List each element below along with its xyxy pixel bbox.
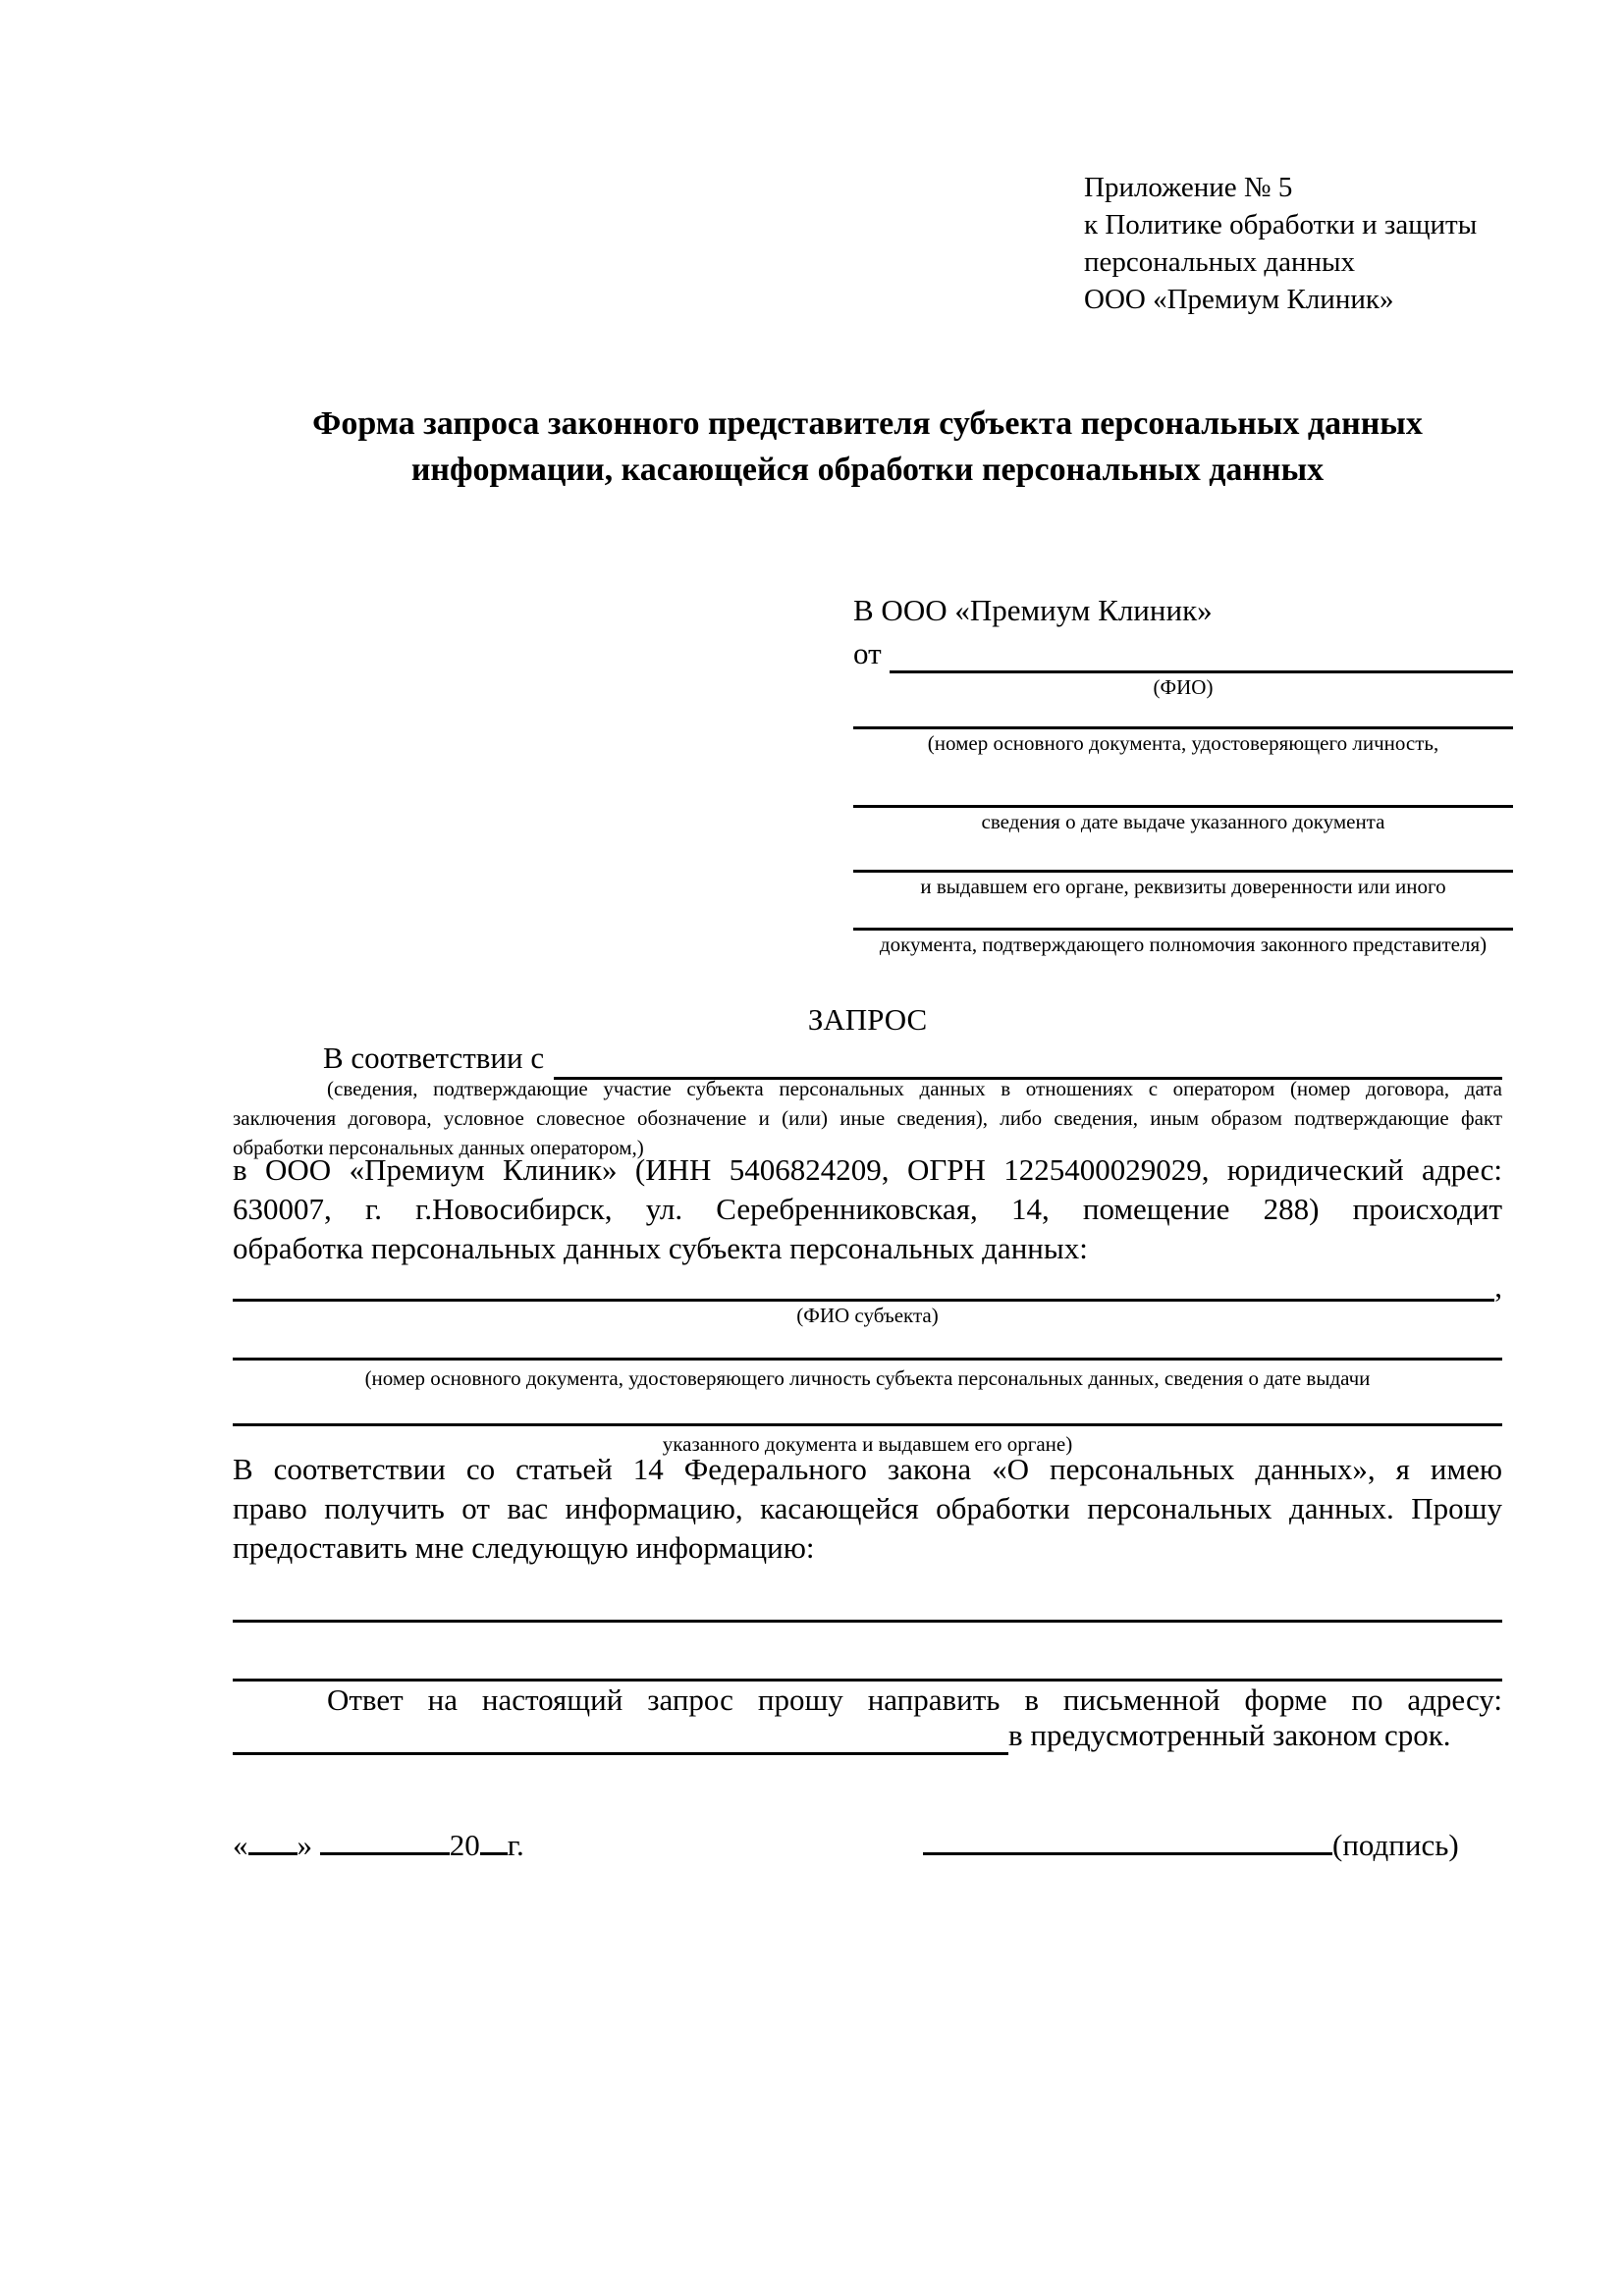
operator-paragraph-line: в ООО «Премиум Клиник» (ИНН 5406824209, ОГРН 1225400029029, юридический адрес: <box>233 1152 1502 1187</box>
law-paragraph-line: В соответствии со статьей 14 Федерального закона «О персональных данных», я имею <box>233 1452 1502 1486</box>
signature-caption: (подпись) <box>1332 1828 1459 1862</box>
from-label: от <box>853 636 882 670</box>
law-paragraph-line: право получить от вас информацию, касающейся обработки персональных данных. Прошу <box>233 1491 1502 1525</box>
intro-label: В соответствии с <box>323 1041 545 1075</box>
field-caption: (номер основного документа, удостоверяющего личность, <box>927 731 1439 755</box>
appendix-line: к Политике обработки и защиты <box>1084 209 1478 240</box>
page-title-line: информации, касающейся обработки персональных данных <box>410 452 1325 488</box>
subject-doc-caption: указанного документа и выдавшем его органе) <box>662 1432 1073 1456</box>
reply-paragraph: Ответ на настоящий запрос прошу направить в письменной форме по адресу: <box>327 1682 1502 1717</box>
subject-doc-blank-line <box>233 1423 1502 1426</box>
addressee-block <box>853 591 1513 958</box>
appendix-line: персональных данных <box>1084 246 1356 278</box>
subject-doc-blank-line <box>233 1358 1502 1361</box>
quote-close: » <box>297 1828 312 1862</box>
field-caption: сведения о дате выдаче указанного документа <box>981 810 1385 833</box>
field-caption: документа, подтверждающего полномочия законного представителя) <box>879 933 1488 956</box>
date-field <box>233 1824 524 1867</box>
appendix-line: Приложение № 5 <box>1084 172 1293 203</box>
appendix-line: ООО «Премиум Клиник» <box>1084 284 1394 315</box>
basis-note-line: заключения договора, условное словесное обозначение и (или) иные сведения), либо сведения, иным образом подтверждающие факт <box>233 1106 1502 1130</box>
year-suffix: г. <box>507 1828 524 1862</box>
info-blank-line <box>233 1620 1502 1623</box>
reply-address-row <box>233 1716 1502 1755</box>
basis-note <box>233 1074 1502 1162</box>
request-heading: ЗАПРОС <box>807 1002 928 1037</box>
fio-caption: (ФИО) <box>1153 675 1214 699</box>
operator-paragraph-line: 630007, г. г.Новосибирск, ул. Серебренниковская, 14, помещение 288) происходит <box>233 1192 1502 1226</box>
basis-note-line: обработки персональных данных оператором,) <box>233 1136 644 1159</box>
trailing-comma: , <box>1494 1269 1502 1304</box>
page-title-line: Форма запроса законного представителя субъекта персональных данных <box>312 405 1423 442</box>
fio-blank-line <box>890 637 1513 673</box>
subject-fio-blank-line <box>233 1273 1494 1302</box>
subject-doc-caption: (номер основного документа, удостоверяющего личность субъекта персональных данных, сведения о дате выдачи <box>364 1366 1371 1390</box>
signature-blank-line <box>923 1851 1332 1855</box>
quote-open: « <box>233 1828 248 1862</box>
month-blank-line <box>320 1851 450 1855</box>
day-blank-line <box>248 1851 298 1855</box>
operator-paragraph <box>233 1150 1502 1268</box>
law-paragraph-line: предоставить мне следующую информацию: <box>233 1530 815 1565</box>
subject-fio-caption: (ФИО субъекта) <box>796 1304 939 1327</box>
from-row <box>853 630 1513 673</box>
basis-note-line: (сведения, подтверждающие участие субъекта персональных данных в отношениях с оператором (номер договора, дата <box>327 1077 1502 1100</box>
reply-tail: в предусмотренный законом срок. <box>1008 1718 1451 1752</box>
year-prefix: 20 <box>449 1828 480 1862</box>
page-title <box>233 400 1502 493</box>
year-blank-line <box>480 1851 508 1855</box>
law-paragraph <box>233 1450 1502 1568</box>
field-caption: и выдавшем его органе, реквизиты доверенности или иного <box>920 875 1446 898</box>
operator-paragraph-line: обработка персональных данных субъекта персональных данных: <box>233 1231 1088 1265</box>
addressee-org: В ООО «Премиум Клиник» <box>853 593 1213 627</box>
subject-fio-row <box>233 1269 1502 1304</box>
address-blank-line <box>233 1717 1008 1755</box>
appendix-reference <box>1084 169 1516 318</box>
signature-field <box>923 1824 1459 1867</box>
